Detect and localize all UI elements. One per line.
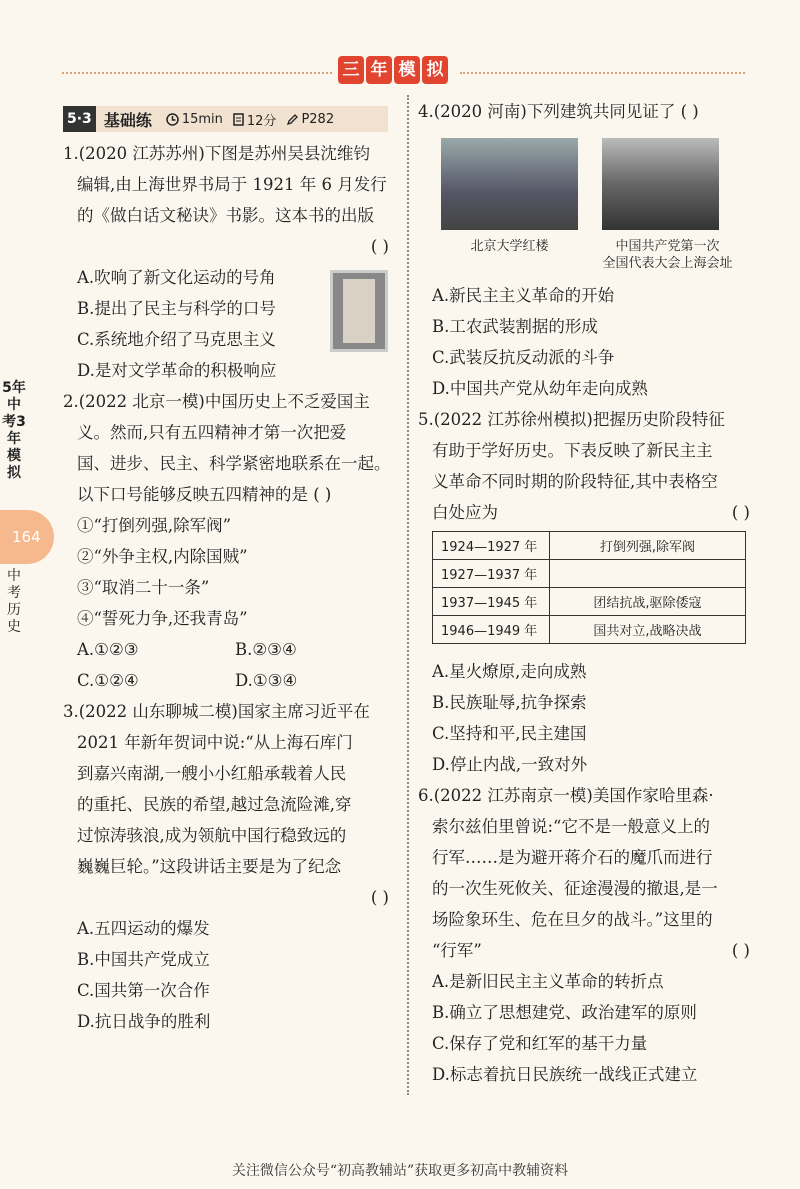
book-cover-image	[330, 270, 388, 352]
banner-char: 模	[394, 56, 420, 84]
option: C.①②④	[77, 671, 139, 690]
question-5	[418, 404, 750, 528]
table-cell: 团结抗战,驱除倭寇	[550, 588, 746, 616]
question-line: 的《做白话文秘诀》书影。这本书的出版	[77, 206, 374, 225]
slogan: ③“取消二十一条”	[77, 578, 210, 597]
option: B.中国共产党成立	[77, 950, 210, 969]
option: A.五四运动的爆发	[77, 919, 210, 938]
side-label-subject: 中考历史	[7, 568, 21, 635]
page-number: 164	[12, 528, 41, 546]
question-line: 巍巍巨轮。”这段讲话主要是为了纪念	[77, 857, 342, 876]
question-line: 国、进步、民主、科学紧密地联系在一起。	[77, 454, 391, 473]
pen-icon	[286, 113, 298, 126]
time-info	[166, 112, 223, 127]
question-line: 编辑,由上海世界书局于 1921 年 6 月发行	[77, 175, 387, 194]
option-row	[63, 665, 393, 696]
first-congress-site-photo	[602, 138, 719, 230]
banner-char: 年	[366, 56, 392, 84]
answer-bracket: ( )	[370, 237, 389, 256]
section-banner	[338, 56, 448, 84]
question-line: 2.(2022 北京一模)中国历史上不乏爱国主	[63, 392, 370, 411]
photo-caption-2a: 中国共产党第一次	[615, 239, 720, 254]
clock-icon	[166, 113, 179, 126]
q5-options	[432, 656, 752, 780]
option: C.武装反抗反动派的斗争	[432, 348, 615, 367]
table-cell: 1946—1949 年	[433, 616, 550, 644]
question-2	[63, 386, 393, 696]
footer-note: 关注微信公众号“初高教辅站”获取更多初高中教辅资料	[231, 1163, 569, 1179]
option: B.民族耻辱,抗争探索	[432, 693, 587, 712]
option-row	[63, 634, 393, 665]
table-row	[433, 616, 746, 644]
question-line: 索尔兹伯里曾说:“它不是一般意义上的	[432, 817, 710, 836]
table-cell: 打倒列强,除军阀	[550, 532, 746, 560]
photo-caption-1: 北京大学红楼	[470, 239, 549, 254]
question-line: 有助于学好历史。下表反映了新民主主	[432, 441, 713, 460]
table-cell	[550, 560, 746, 588]
table-row	[433, 588, 746, 616]
question-line: 以下口号能够反映五四精神的是 ( )	[77, 485, 332, 504]
exercise-header	[63, 106, 388, 132]
question-line: 5.(2022 江苏徐州模拟)把握历史阶段特征	[418, 410, 725, 429]
question-line: 场险象环生、危在旦夕的战斗。”这里的	[432, 910, 713, 929]
option: C.国共第一次合作	[77, 981, 210, 1000]
question-line: 的重托、民族的希望,越过急流险滩,穿	[77, 795, 352, 814]
option: B.提出了民主与科学的口号	[77, 299, 276, 318]
side-label-series: 5年中考3年模拟	[2, 380, 26, 481]
option: B.工农武装割据的形成	[432, 317, 598, 336]
question-line: 2021 年新年贺词中说:“从上海石库门	[77, 733, 353, 752]
slogan: ①“打倒列强,除军阀”	[77, 516, 232, 535]
peking-university-red-building-photo	[441, 138, 578, 230]
question-line: 6.(2022 江苏南京一模)美国作家哈里森·	[418, 786, 714, 805]
score-info	[233, 110, 277, 129]
question-line: 3.(2022 山东聊城二模)国家主席习近平在	[63, 702, 370, 721]
slogan: ④“誓死力争,还我青岛”	[77, 609, 248, 628]
option: D.①③④	[235, 671, 298, 690]
banner-char: 三	[338, 56, 364, 84]
option: C.保存了党和红军的基干力量	[432, 1034, 648, 1053]
ref-value: P282	[301, 111, 335, 127]
option: D.抗日战争的胜利	[77, 1012, 211, 1031]
table-cell: 1927—1937 年	[433, 560, 550, 588]
question-line: “行军”	[432, 941, 482, 960]
option: A.是新旧民主主义革命的转折点	[432, 972, 664, 991]
q4-options	[432, 280, 752, 404]
option: D.中国共产党从幼年走向成熟	[432, 379, 648, 398]
answer-bracket: ( )	[731, 941, 750, 960]
page-number-tab	[0, 510, 54, 564]
option: D.停止内战,一致对外	[432, 755, 588, 774]
option: A.①②③	[77, 640, 139, 659]
option: B.②③④	[235, 640, 297, 659]
table-row	[433, 532, 746, 560]
exercise-title: 基础练	[103, 110, 152, 130]
option: B.确立了思想建党、政治建军的原则	[432, 1003, 697, 1022]
top-dotted-line-right	[460, 72, 745, 74]
top-dotted-line-left	[62, 72, 332, 74]
question-line-row	[418, 497, 750, 528]
column-divider	[407, 95, 409, 1095]
question-line: 的一次生死攸关、征途漫漫的撤退,是一	[432, 879, 718, 898]
question-line-row	[418, 935, 750, 966]
question-line: 过惊涛骇浪,成为领航中国行稳致远的	[77, 826, 347, 845]
table-row	[433, 560, 746, 588]
banner-char: 拟	[422, 56, 448, 84]
answer-bracket: ( )	[370, 888, 389, 907]
question-line: 义革命不同时期的阶段特征,其中表格空	[432, 472, 718, 491]
score-value: 12分	[246, 113, 277, 129]
answer-bracket: ( )	[731, 503, 750, 522]
option: A.星火燎原,走向成熟	[432, 662, 587, 681]
question-line: 4.(2020 河南)下列建筑共同见证了 ( )	[418, 102, 699, 121]
photo-caption-2b: 全国代表大会上海会址	[602, 256, 733, 271]
question-3	[63, 696, 393, 1037]
option: A.新民主主义革命的开始	[432, 286, 615, 305]
question-line: 义。然而,只有五四精神才第一次把爱	[77, 423, 347, 442]
question-line: 到嘉兴南湖,一艘小小红船承载着人民	[77, 764, 347, 783]
answer-ref	[286, 112, 334, 127]
document-icon	[233, 113, 244, 126]
question-line: 1.(2020 江苏苏州)下图是苏州吴县沈维钧	[63, 144, 370, 163]
option: D.标志着抗日民族统一战线正式建立	[432, 1065, 698, 1084]
table-cell: 1924—1927 年	[433, 532, 550, 560]
time-value: 15min	[181, 111, 223, 127]
option: C.坚持和平,民主建国	[432, 724, 587, 743]
question-line: 行军……是为避开蒋介石的魔爪而进行	[432, 848, 713, 867]
right-column	[418, 96, 748, 127]
question-line: 白处应为	[432, 503, 498, 522]
series-logo: 5·3	[63, 106, 96, 132]
option: A.吹响了新文化运动的号角	[77, 268, 276, 287]
question-6	[418, 780, 750, 1090]
option: D.是对文学革命的积极响应	[77, 361, 277, 380]
slogan: ②“外争主权,内除国贼”	[77, 547, 248, 566]
option: C.系统地介绍了马克思主义	[77, 330, 276, 349]
table-cell: 1937—1945 年	[433, 588, 550, 616]
stage-table	[432, 531, 746, 644]
table-cell: 国共对立,战略决战	[550, 616, 746, 644]
